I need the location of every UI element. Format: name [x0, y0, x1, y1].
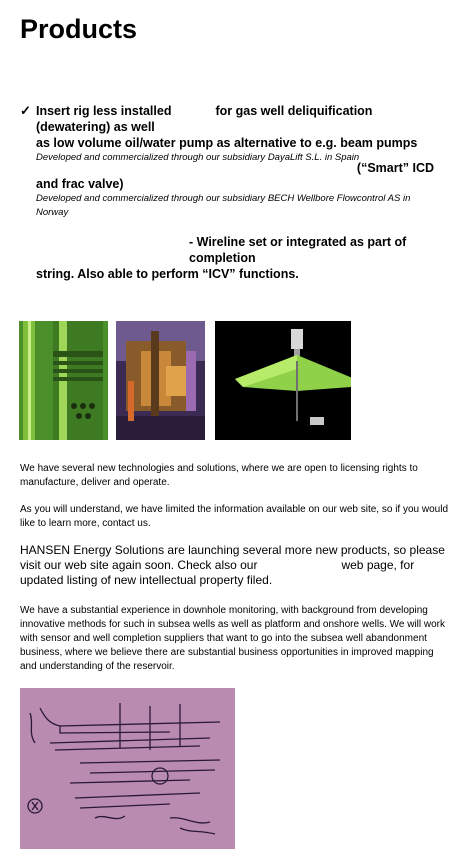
product-item-pump: [20, 103, 450, 165]
paragraph-text: web page, for updated listing of new intellectual property filed.: [20, 558, 415, 587]
item-text: and frac valve): [36, 177, 124, 191]
paragraph-contact: As you will understand, we have limited the information available on our web site, so if you would like to learn more, contact us.: [20, 504, 449, 529]
page-title: Products: [20, 14, 138, 44]
paragraph-licensing: We have several new technologies and solutions, where we are open to licensing rights to manufacture, deliver and operate.: [20, 463, 418, 488]
paragraph-text: HANSEN Energy Solutions are launching several more new products, so please visit our web site again soon. Check also our: [20, 543, 445, 572]
item-subtext: Developed and commercialized through our subsidiary BECH Wellbore Flowcontrol AS in: [36, 193, 411, 204]
rig-equipment-photo: [116, 321, 205, 440]
green-umbrella-device-render: [215, 321, 351, 440]
product-item-wireline: [20, 234, 450, 282]
item-text: Insert rig less installed: [36, 104, 172, 118]
item-subtext: Developed and commercialized through our subsidiary DayaLift S.L. in Spain: [36, 152, 360, 163]
product-item-icd: [20, 160, 450, 220]
item-text: as low volume oil/water pump as alternative to e.g. beam pumps: [36, 136, 418, 150]
hand-drawn-well-sketch: [20, 688, 235, 849]
item-text: - Wireline set or integrated as part of completion: [189, 235, 407, 265]
item-text: for gas well deliquification (dewatering) as well: [36, 104, 373, 134]
item-subtext: Norway: [36, 207, 69, 218]
paragraph-experience: We have a substantial experience in downhole monitoring, with background from developing innovative methods for such in subsea wells as well as platform and onshore wells. We will work with sensor and well completion suppliers that want to go into the subsea well abandonment business, where we believe there are substantial business opportunities in improved mapping and understanding of the reservoir.: [20, 605, 446, 672]
checkmark-icon: ✓: [20, 103, 31, 118]
green-tool-photo: [19, 321, 108, 440]
item-text: (“Smart” ICD: [356, 161, 434, 175]
item-text: string. Also able to perform “ICV” functions.: [36, 267, 299, 281]
paragraph-new-products: [20, 543, 452, 588]
